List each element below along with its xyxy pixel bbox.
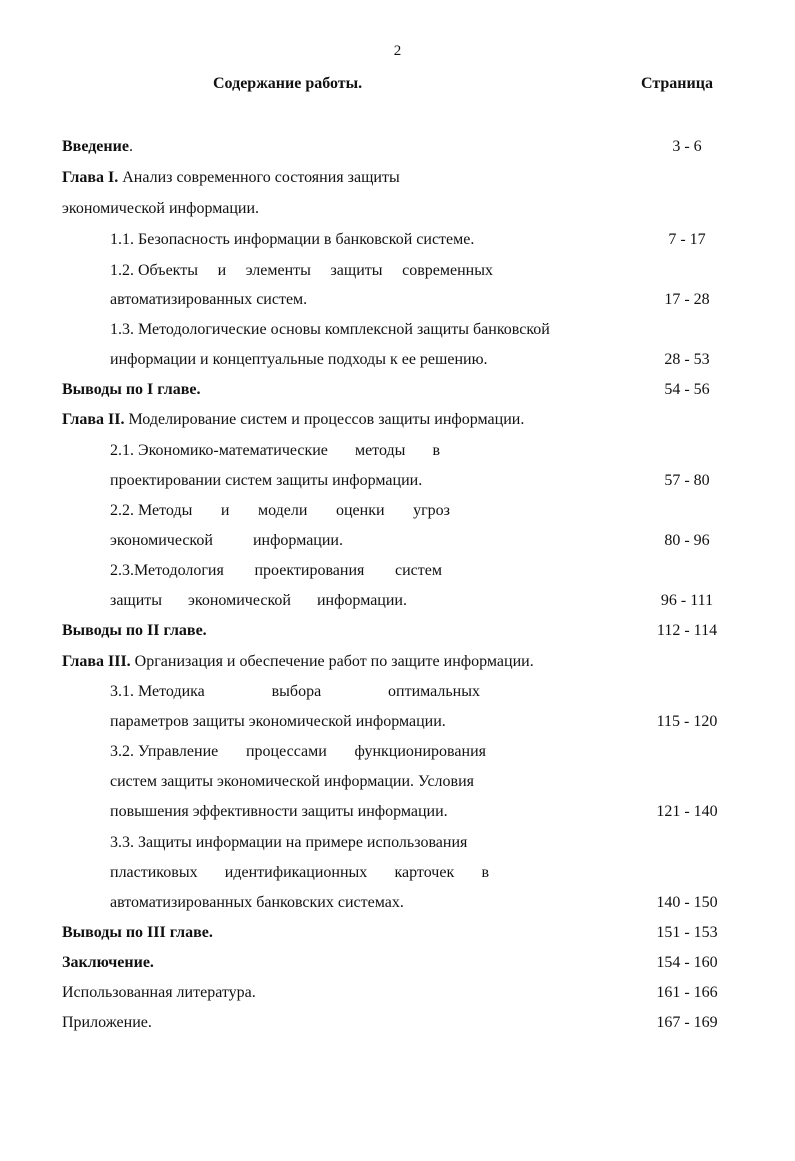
word: 1.2. Объекты [110, 262, 198, 279]
word: процессами [245, 743, 327, 760]
toc-chapter-2 [62, 410, 524, 430]
toc-literature-pages: 161 - 166 [656, 984, 718, 1001]
toc-section-3-1-line1 [110, 682, 480, 702]
word: выбора [271, 683, 322, 700]
toc-section-3-2-line2: систем защиты экономической информации. Условия [110, 773, 474, 790]
chapter-2-number: Глава II. [62, 411, 125, 428]
word: элементы [245, 262, 311, 279]
toc-intro [62, 137, 133, 157]
toc-section-3-1-line2: параметров защиты экономической информации. [110, 713, 446, 730]
word: 2.3.Методология [110, 562, 224, 579]
toc-section-1-2-line2: автоматизированных систем. [110, 291, 308, 308]
toc-intro-suffix: . [128, 138, 133, 155]
toc-appendix: Приложение. [62, 1014, 152, 1031]
word: оптимальных [388, 683, 480, 700]
word: идентификационных [224, 864, 368, 881]
toc-section-3-3-line3: автоматизированных банковских системах. [110, 894, 404, 911]
toc-chapter-3 [62, 652, 534, 672]
toc-conclusion-pages: 154 - 160 [656, 954, 718, 971]
word: в [481, 864, 489, 881]
toc-section-2-2-line1 [110, 501, 450, 521]
toc-section-3-2-line3: повышения эффективности защиты информации. [110, 803, 448, 820]
toc-section-1-1-pages: 7 - 17 [668, 231, 706, 248]
toc-section-3-3-line1: 3.3. Защиты информации на примере использования [110, 834, 468, 851]
word: защиты [110, 592, 163, 609]
word: систем [395, 562, 442, 579]
toc-section-2-1-pages: 57 - 80 [664, 472, 710, 489]
chapter-2-title: Моделирование систем и процессов защиты информации. [124, 411, 525, 428]
word: карточек [394, 864, 455, 881]
toc-section-3-2-pages: 121 - 140 [656, 803, 718, 820]
toc-section-3-3-line2 [110, 863, 489, 883]
toc-section-2-2-line2 [110, 531, 343, 551]
chapter-1-title-cont: экономической информации. [62, 200, 259, 217]
chapter-1-number: Глава I. [62, 169, 119, 186]
toc-intro-pages: 3 - 6 [672, 138, 702, 155]
toc-section-2-1-line1 [110, 441, 440, 461]
toc-intro-label: Введение [62, 138, 129, 155]
toc-section-2-3-line1 [110, 561, 442, 581]
chapter-3-number: Глава III. [62, 653, 131, 670]
word: функционирования [354, 743, 486, 760]
toc-section-1-1: 1.1. Безопасность информации в банковской системе. [110, 231, 475, 248]
toc-conclusions-2: Выводы по II главе. [62, 622, 207, 639]
toc-section-2-1-line2: проектировании систем защиты информации. [110, 472, 423, 489]
word: 2.2. Методы [110, 502, 193, 519]
toc-section-1-3-pages: 28 - 53 [664, 351, 710, 368]
toc-section-3-1-pages: 115 - 120 [656, 713, 718, 730]
toc-literature: Использованная литература. [62, 984, 256, 1001]
word: модели [257, 502, 308, 519]
word: 2.1. Экономико-математические [110, 442, 328, 459]
word: информации. [316, 592, 407, 609]
word: экономической [110, 532, 213, 549]
toc-section-3-2-line1 [110, 742, 486, 762]
toc-conclusions-1-pages: 54 - 56 [664, 381, 710, 398]
page-column-header: Страница [641, 75, 713, 92]
word: 3.2. Управление [110, 743, 219, 760]
toc-conclusions-3-pages: 151 - 153 [656, 924, 718, 941]
toc-section-3-3-pages: 140 - 150 [656, 894, 718, 911]
word: угроз [413, 502, 450, 519]
toc-section-1-2-pages: 17 - 28 [664, 291, 710, 308]
toc-title: Содержание работы. [213, 75, 363, 92]
page-number: 2 [393, 43, 402, 59]
toc-section-1-2-line1 [110, 261, 493, 281]
toc-section-1-3-line2: информации и концептуальные подходы к ее решению. [110, 351, 488, 368]
toc-conclusion: Заключение. [62, 954, 154, 971]
toc-section-1-3-line1: 1.3. Методологические основы комплексной защиты банковской [110, 321, 550, 338]
toc-conclusions-3: Выводы по III главе. [62, 924, 213, 941]
toc-conclusions-2-pages: 112 - 114 [656, 622, 718, 639]
toc-section-2-3-line2 [110, 591, 407, 611]
toc-appendix-pages: 167 - 169 [656, 1014, 718, 1031]
toc-section-2-3-pages: 96 - 111 [660, 592, 714, 609]
word: экономической [188, 592, 291, 609]
toc-chapter-1 [62, 168, 400, 188]
chapter-3-title: Организация и обеспечение работ по защите информации. [130, 653, 534, 670]
word: и [217, 262, 227, 279]
chapter-1-title: Анализ современного состояния защиты [118, 169, 400, 186]
word: проектирования [254, 562, 365, 579]
word: современных [402, 262, 493, 279]
word: информации. [252, 532, 343, 549]
word: методы [354, 442, 406, 459]
word: 3.1. Методика [110, 683, 205, 700]
toc-conclusions-1: Выводы по I главе. [62, 381, 201, 398]
word: оценки [335, 502, 385, 519]
toc-section-2-2-pages: 80 - 96 [664, 532, 710, 549]
word: защиты [330, 262, 383, 279]
word: пластиковых [110, 864, 198, 881]
word: в [432, 442, 440, 459]
word: и [220, 502, 230, 519]
